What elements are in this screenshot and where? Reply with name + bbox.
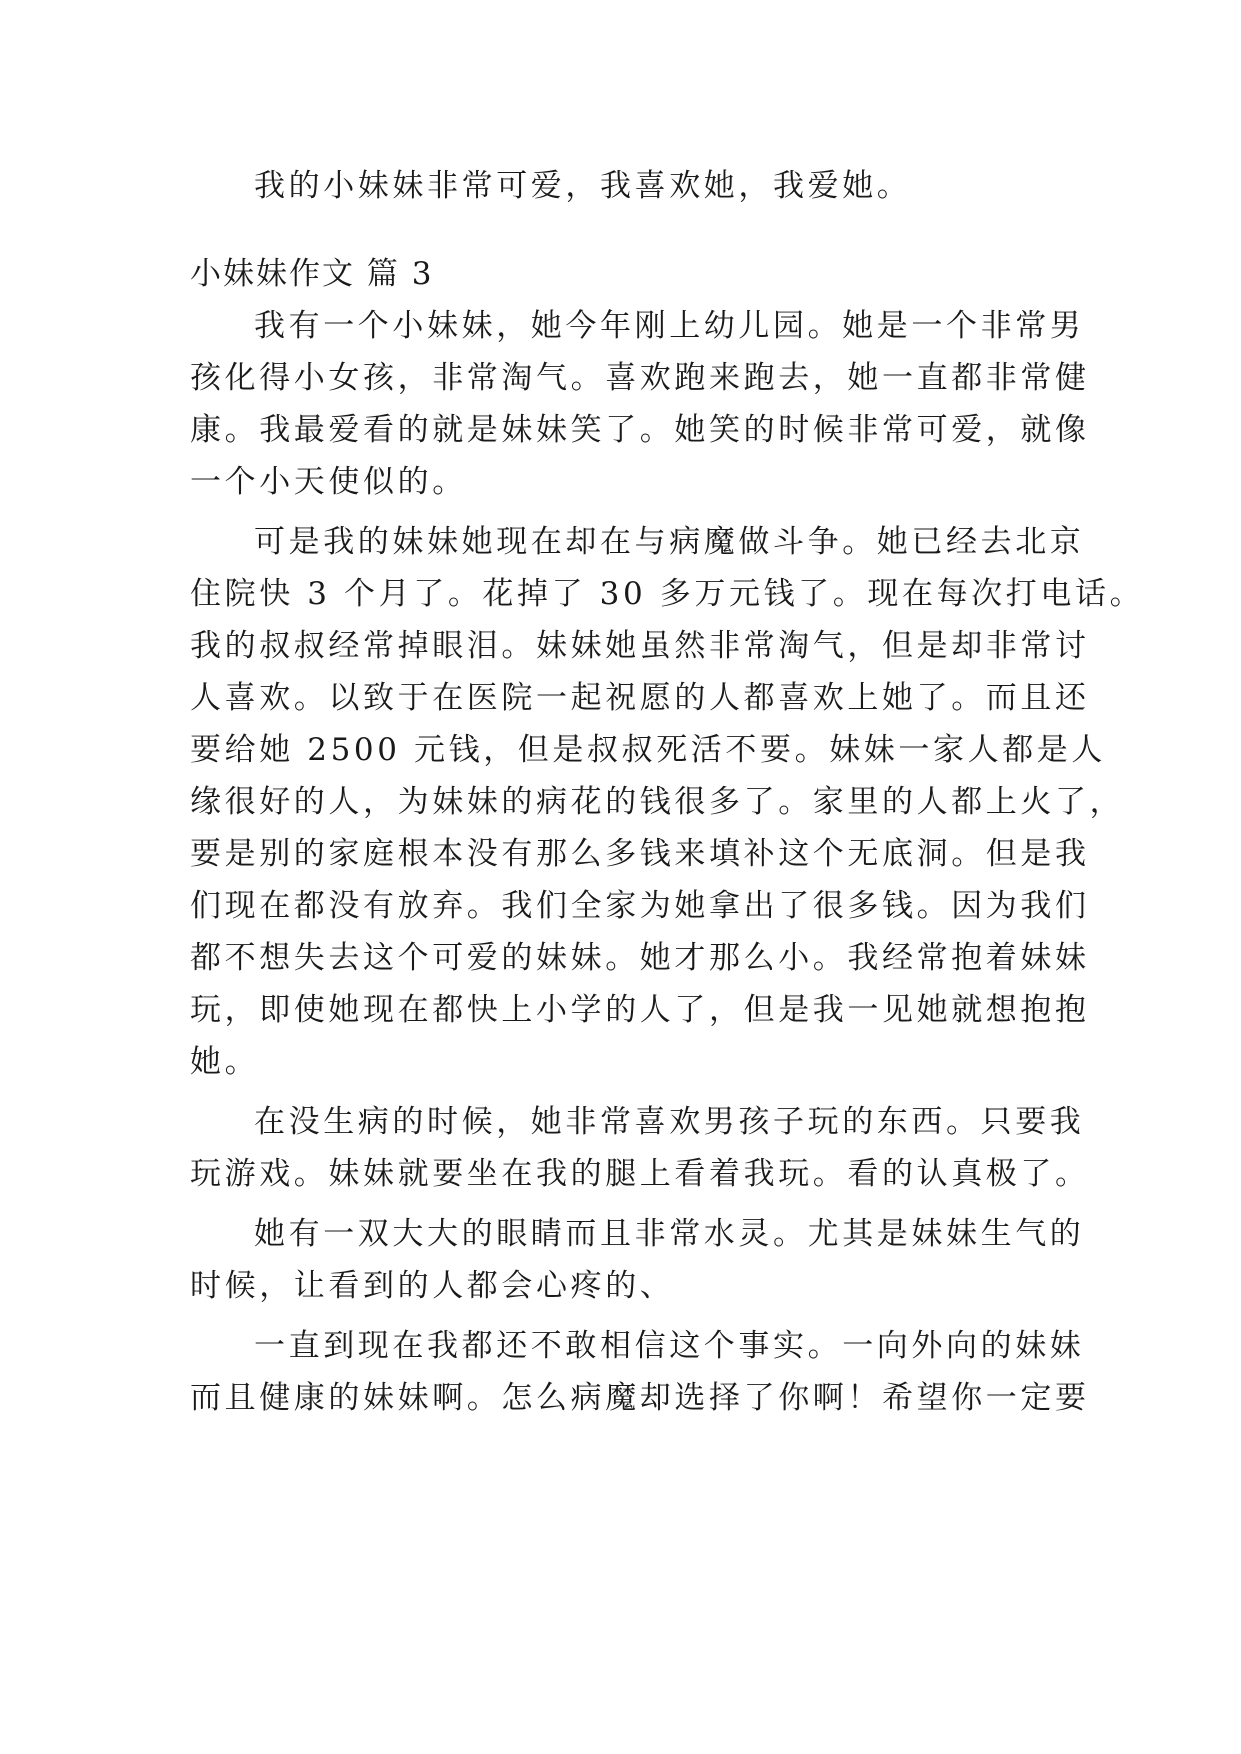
intro-line: 我的小妹妹非常可爱，我喜欢她，我爱她。 xyxy=(254,168,912,204)
paragraph-2-line-1: 可是我的妹妹她现在却在与病魔做斗争。她已经去北京 xyxy=(254,524,1085,560)
paragraph-2-line-8: 们现在都没有放弃。我们全家为她拿出了很多钱。因为我们 xyxy=(190,888,1090,924)
section-title: 小妹妹作文 篇 3 xyxy=(190,256,434,292)
paragraph-2-line-11: 她。 xyxy=(190,1044,260,1080)
paragraph-4-line-2: 时候，让看到的人都会心疼的、 xyxy=(190,1268,675,1304)
paragraph-1-line-1: 我有一个小妹妹，她今年刚上幼儿园。她是一个非常男 xyxy=(254,308,1085,344)
paragraph-3-line-1: 在没生病的时候，她非常喜欢男孩子玩的东西。只要我 xyxy=(254,1104,1085,1140)
paragraph-5-line-2: 而且健康的妹妹啊。怎么病魔却选择了你啊！希望你一定要 xyxy=(190,1380,1090,1416)
paragraph-2-line-3: 我的叔叔经常掉眼泪。妹妹她虽然非常淘气，但是却非常讨 xyxy=(190,628,1090,664)
paragraph-2-line-2: 住院快 3 个月了。花掉了 30 多万元钱了。现在每次打电话。 xyxy=(190,576,1145,612)
paragraph-2-line-10: 玩，即使她现在都快上小学的人了，但是我一见她就想抱抱 xyxy=(190,992,1090,1028)
paragraph-2-line-9: 都不想失去这个可爱的妹妹。她才那么小。我经常抱着妹妹 xyxy=(190,940,1090,976)
paragraph-4-line-1: 她有一双大大的眼睛而且非常水灵。尤其是妹妹生气的 xyxy=(254,1216,1085,1252)
paragraph-2-line-6: 缘很好的人，为妹妹的病花的钱很多了。家里的人都上火了， xyxy=(190,784,1125,820)
paragraph-1-line-4: 一个小天使似的。 xyxy=(190,464,467,500)
paragraph-1-line-3: 康。我最爱看的就是妹妹笑了。她笑的时候非常可爱，就像 xyxy=(190,412,1090,448)
paragraph-2-line-5: 要给她 2500 元钱，但是叔叔死活不要。妹妹一家人都是人 xyxy=(190,732,1106,768)
paragraph-2-line-7: 要是别的家庭根本没有那么多钱来填补这个无底洞。但是我 xyxy=(190,836,1090,872)
paragraph-5-line-1: 一直到现在我都还不敢相信这个事实。一向外向的妹妹 xyxy=(254,1328,1085,1364)
paragraph-2-line-4: 人喜欢。以致于在医院一起祝愿的人都喜欢上她了。而且还 xyxy=(190,680,1090,716)
paragraph-1-line-2: 孩化得小女孩，非常淘气。喜欢跑来跑去，她一直都非常健 xyxy=(190,360,1090,396)
paragraph-3-line-2: 玩游戏。妹妹就要坐在我的腿上看着我玩。看的认真极了。 xyxy=(190,1156,1090,1192)
